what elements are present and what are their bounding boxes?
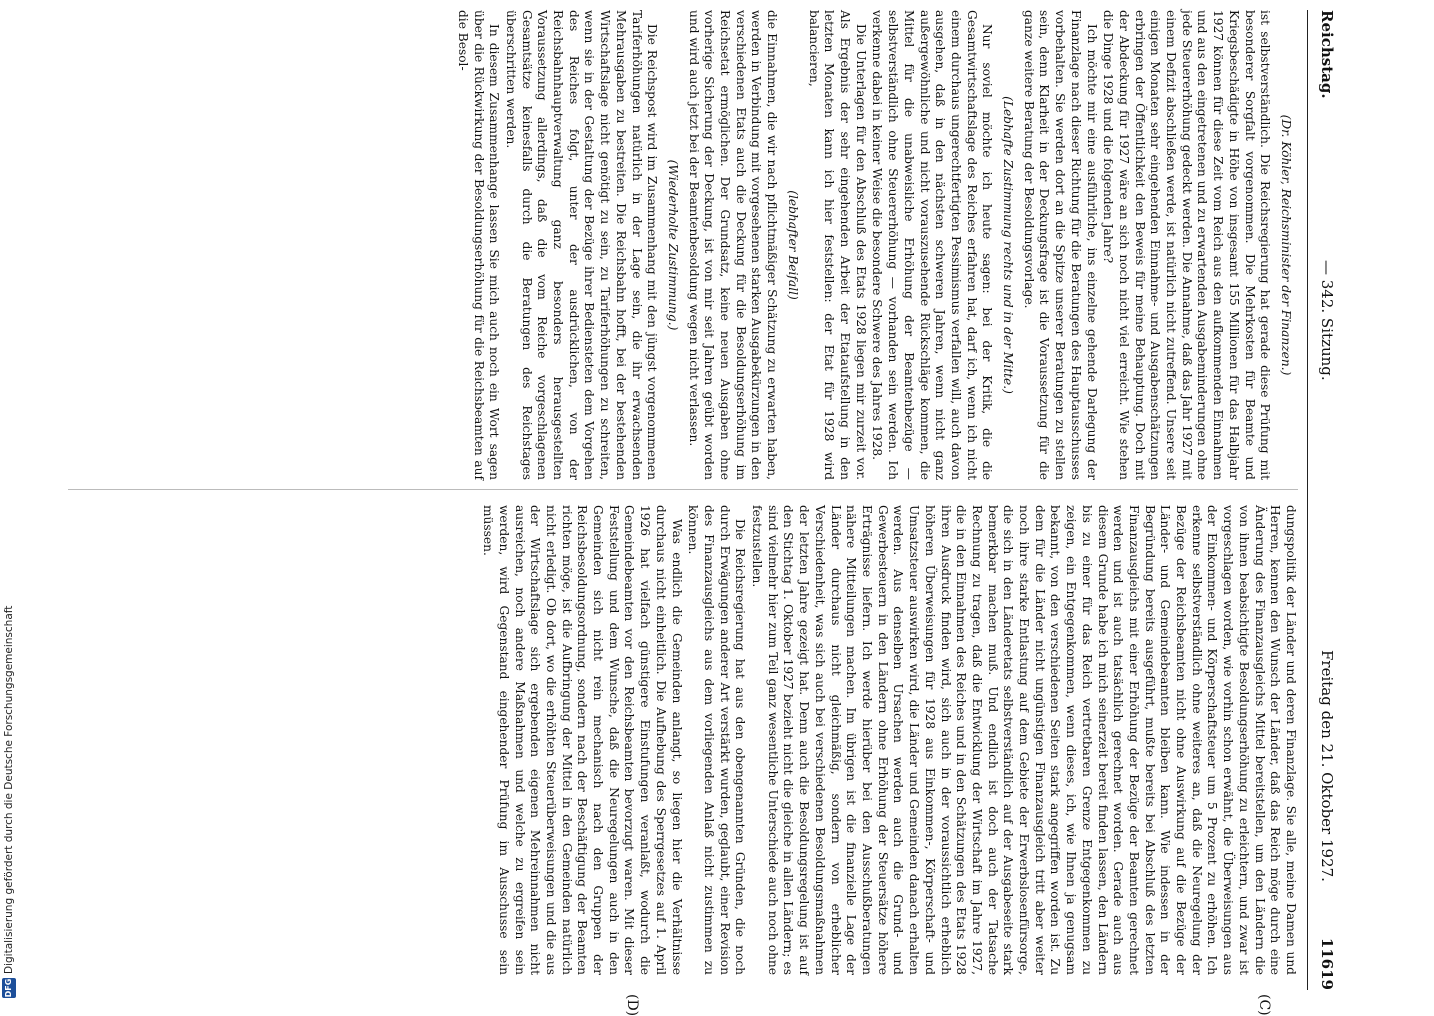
page-number: 11619 xyxy=(1318,937,1336,990)
column-divider xyxy=(68,489,1298,490)
paragraph: In diesem Zusammenhange lassen Sie mich auch noch ein Wort sagen über die Rückwirkung der Besoldungserhöhung für die Reichsbeamten auf die Besol- xyxy=(455,10,502,480)
paragraph: die Einnahmen, die wir nach pflichtmäßiger Schätzung zu erwarten haben, werden in Verbindung mit vorgesehenen starken Ausgabekürzungen in den verschiedenen Etats auch die Deckung für die Besoldungserhöhung im Reichsetat ermöglichen. Der Grundsatz, keine neuen Ausgaben ohne vorherige Sicherung der Deckung, ist von mir seit Jahren geübt worden und wird auch jetzt bei der Beamtenbesoldung wegen nicht verlassen. xyxy=(686,10,780,480)
paragraph: Die Reichsregierung hat aus den obengenannten Gründen, die noch durch Erwägungen anderer Art verstärkt wurden, geglaubt, einer Revision des Finanzausgleichs aus dem vorliegenden Anlaß nicht zustimmen zu können. xyxy=(686,505,748,975)
paragraph: Nur soviel möchte ich heute sagen: bei der Kritik, die die Gesamtwirtschaftslage des Reiches erfahren hat, darf ich, wenn ich nicht einem durchaus ungerechtfertigten Pessimismus verfallen will, auch davon ausgehen, daß in den nächsten schweren Jahren, wenn nicht ganz außergewöhnliche und nicht vorauszusehende Rückschläge kommen, die Mittel für die unabweisliche Erhöhung der Beamtenbezüge — selbstverständlich ohne Steuererhöhung — vorhanden sein werden. Ich verkenne dabei in keiner Weise die besondere Schwere des Jahres 1928. xyxy=(870,10,995,480)
paragraph: Ich möchte mir eine ausführliche, ins einzelne gehende Darlegung der Finanzlage nach dieser Richtung für die Beratungen des Hauptausschusses vorbehalten. Sie werden dort an die Spitze unserer Beratungen zu stellen sein, denn Klarheit in der Deckungsfrage ist die Voraussetzung für die ganze weitere Beratung der Besoldungsvorlage. xyxy=(1021,10,1099,480)
paragraph: ist selbstverständlich. Die Reichsregierung hat gerade diese Prüfung mit besonderer Sorgfalt vorgenommen. Die Mehrkosten für Beamte und Kriegsbeschädigte in Höhe von insgesamt 155 Millionen für das Halbjahr 1927 können für diese Zeit vom Reich aus den aufkommenden Einnahmen und aus den eingetretenen und zu erwartenden Ausgabeminderungen ohne jede Steuererhöhung gedeckt werden. Die Annahme, daß das Jahr 1927 mit einem Defizit abschließen werde, ist natürlich nicht zutreffend. Unsere seit einigen Monaten sehr eingehenden Einnahme- und Ausgabenschätzungen erbringen der Öffentlichkeit den Beweis für meine Behauptung. Doch mit der Abdeckung für 1927 wäre an sich noch nicht viel erreicht. Wie stehen die Dinge 1928 und die folgenden Jahre? xyxy=(1101,10,1273,480)
rotated-page xyxy=(50,0,1340,1016)
credit-text: Digitalisierung gefördert durch die Deutsche Forschungsgemeinschaft xyxy=(3,605,15,974)
applause-note: (Wiederholte Zustimmung.) xyxy=(665,159,680,331)
applause-note: (Lebhafte Zustimmung rechts und in der Mitte.) xyxy=(1001,96,1016,394)
header-title: Reichstag. xyxy=(1318,10,1336,99)
speaker-prefix: (Dr. Köhler, Reichsminister der Finanzen.) xyxy=(1279,114,1293,376)
margin-letter-c: (C) xyxy=(1256,994,1272,1016)
page-header xyxy=(1310,10,1340,990)
dfg-logo: DFG xyxy=(2,978,16,998)
paragraph: Die Unterlagen für den Abschluß des Etats 1928 liegen mir zurzeit vor. Als Ergebnis der sehr eingehenden Arbeit der Etataufstellung in den letzten Monaten kann ich hier feststellen: der Etat für 1928 wird balancieren, xyxy=(806,10,868,480)
digitization-credit xyxy=(0,0,22,1000)
paragraph: Was endlich die Gemeinden anlangt, so liegen hier die Verhältnisse durchaus nicht einheitlich. Die Aufhebung des Sperrgesetzes auf 1. April 1926 hat vielfach günstigere Einstufungen veranlaßt, wodurch die Gemeindebeamten vor den Reichsbeamten bevorzugt waren. Mit dieser Feststellung und dem Wunsche, daß die Neuregelungen auch in den Gemeinden sich nicht rein mechanisch nach den Gruppen der Reichsbesoldungsordnung, sondern nach der Beschäftigung der Beamten richten möge, ist die Aufbringung der Mittel in den Gemeinden natürlich nicht erledigt. Ob dort, wo die erhöhten Steuerüberweisungen und die aus der Wirtschaftslage sich ergebenden eigenen Mehreinnahmen nicht ausreichen, noch andere Maßnahmen und welche zu ergreifen sein werden, wird Gegenstand eingehender Prüfung im Ausschusse sein müssen. xyxy=(481,505,684,975)
paragraph: Die Reichspost wird im Zusammenhang mit den jüngst vorgenommenen Tariferhöhungen natürlich in der Lage sein, die ihr erwachsenden Mehrausgaben zu bestreiten. Die Reichsbahn hofft, bei der bestehenden Wirtschaftslage nicht genötigt zu sein, zu Tariferhöhungen zu schreiten, wenn sie in der Gestaltung der Bezüge ihrer Bediensteten dem Vorgehen des Reiches folgt, unter der ausdrücklichen, von der Reichsbahnhauptverwaltung ganz besonders herausgestellten Voraussetzung allerdings, daß die vom Reiche vorgeschlagenen Gesamtsätze keinesfalls durch die Beratungen des Reichstages überschritten werden. xyxy=(503,10,660,480)
applause-note: (lebhafter Beifall) xyxy=(785,190,800,300)
header-rule xyxy=(1307,10,1308,990)
left-column xyxy=(68,10,1298,480)
margin-letter-d: (D) xyxy=(624,994,640,1016)
header-session: — 342. Sitzung. xyxy=(1318,260,1336,381)
header-date: Freitag den 21. Oktober 1927. xyxy=(1318,650,1336,882)
right-column xyxy=(68,505,1298,975)
paragraph: dungspolitik der Länder und deren Finanzlage. Sie alle, meine Damen und Herren, kennen den Wunsch der Länder, daß das Reich möge durch eine Änderung des Finanzausgleichs Mittel bereitstellen, um den Ländern die von ihnen beabsichtigte Besoldungserhöhung zu erleichtern, und zwar ist vorgeschlagen worden, wie vorhin schon erwähnt, die Überweisungen aus der Einkommen- und Körperschaftsteuer um 5 Prozent zu erhöhen. Ich erkenne selbstverständlich ohne weiteres an, daß die Neuregelung der Bezüge der Reichsbeamten nicht ohne Auswirkung auf die Bezüge der Länder- und Gemeindebeamten bleiben kann. Wie indessen in der Begründung bereits ausgeführt, mußte bereits bei Abschluß des letzten Finanzausgleichs mit einer Erhöhung der Bezüge der Beamten gerechnet werden und ist auch tatsächlich gerechnet worden. Gerade auch aus diesem Grunde habe ich mich seinerzeit bereit finden lassen, den Ländern bis zu einer für das Reich vertretbaren Grenze Entgegenkommen zu zeigen, ein Entgegenkommen, wenn dieses, ich, wie Ihnen ja genugsam bekannt, von den verschiedenen Seiten stark angegriffen worden ist. Zu dem für die Länder nicht ungünstigen Finanzausgleich tritt aber weiter noch ihre starke Entlastung auf dem Gebiete der Erwerbslosenfürsorge, die sich in den Länderetats selbstverständlich auf der Ausgabeseite stark bemerkbar machen muß. Und endlich ist doch auch der Tatsache Rechnung zu tragen, daß die Entwicklung der Wirtschaft im Jahre 1927, die in den Einnahmen des Reiches und in den Schätzungen des Etats 1928 ihren Ausdruck finden wird, sich auch in der voraussichtlich erheblich höheren Überweisungen für 1928 aus Einkommen-, Körperschaft- und Umsatzsteuer auswirken wird, die Länder und Gemeinden danach erhalten werden. Aus denselben Ursachen werden auch die Grund- und Gewerbesteuern in den Ländern ohne Erhöhung der Steuersätze höhere Erträgnisse liefern. Ich werde hierüber bei den Ausschußberatungen nähere Mitteilungen machen. Im übrigen ist die finanzielle Lage der Länder durchaus nicht gleichmäßig, sondern von erheblicher Verschiedenheit, was sich auch bei verschiedenen Besoldungsmaßnahmen der letzten Jahre gezeigt hat. Denn auch die Besoldungsregelung ist auf den Stichtag 1. Oktober 1927 bezieht nicht die gleiche in allen Ländern; es sind vielmehr hier zum Teil ganz wesentliche Unterschiede auch noch ohne festzustellen. xyxy=(750,505,1298,975)
